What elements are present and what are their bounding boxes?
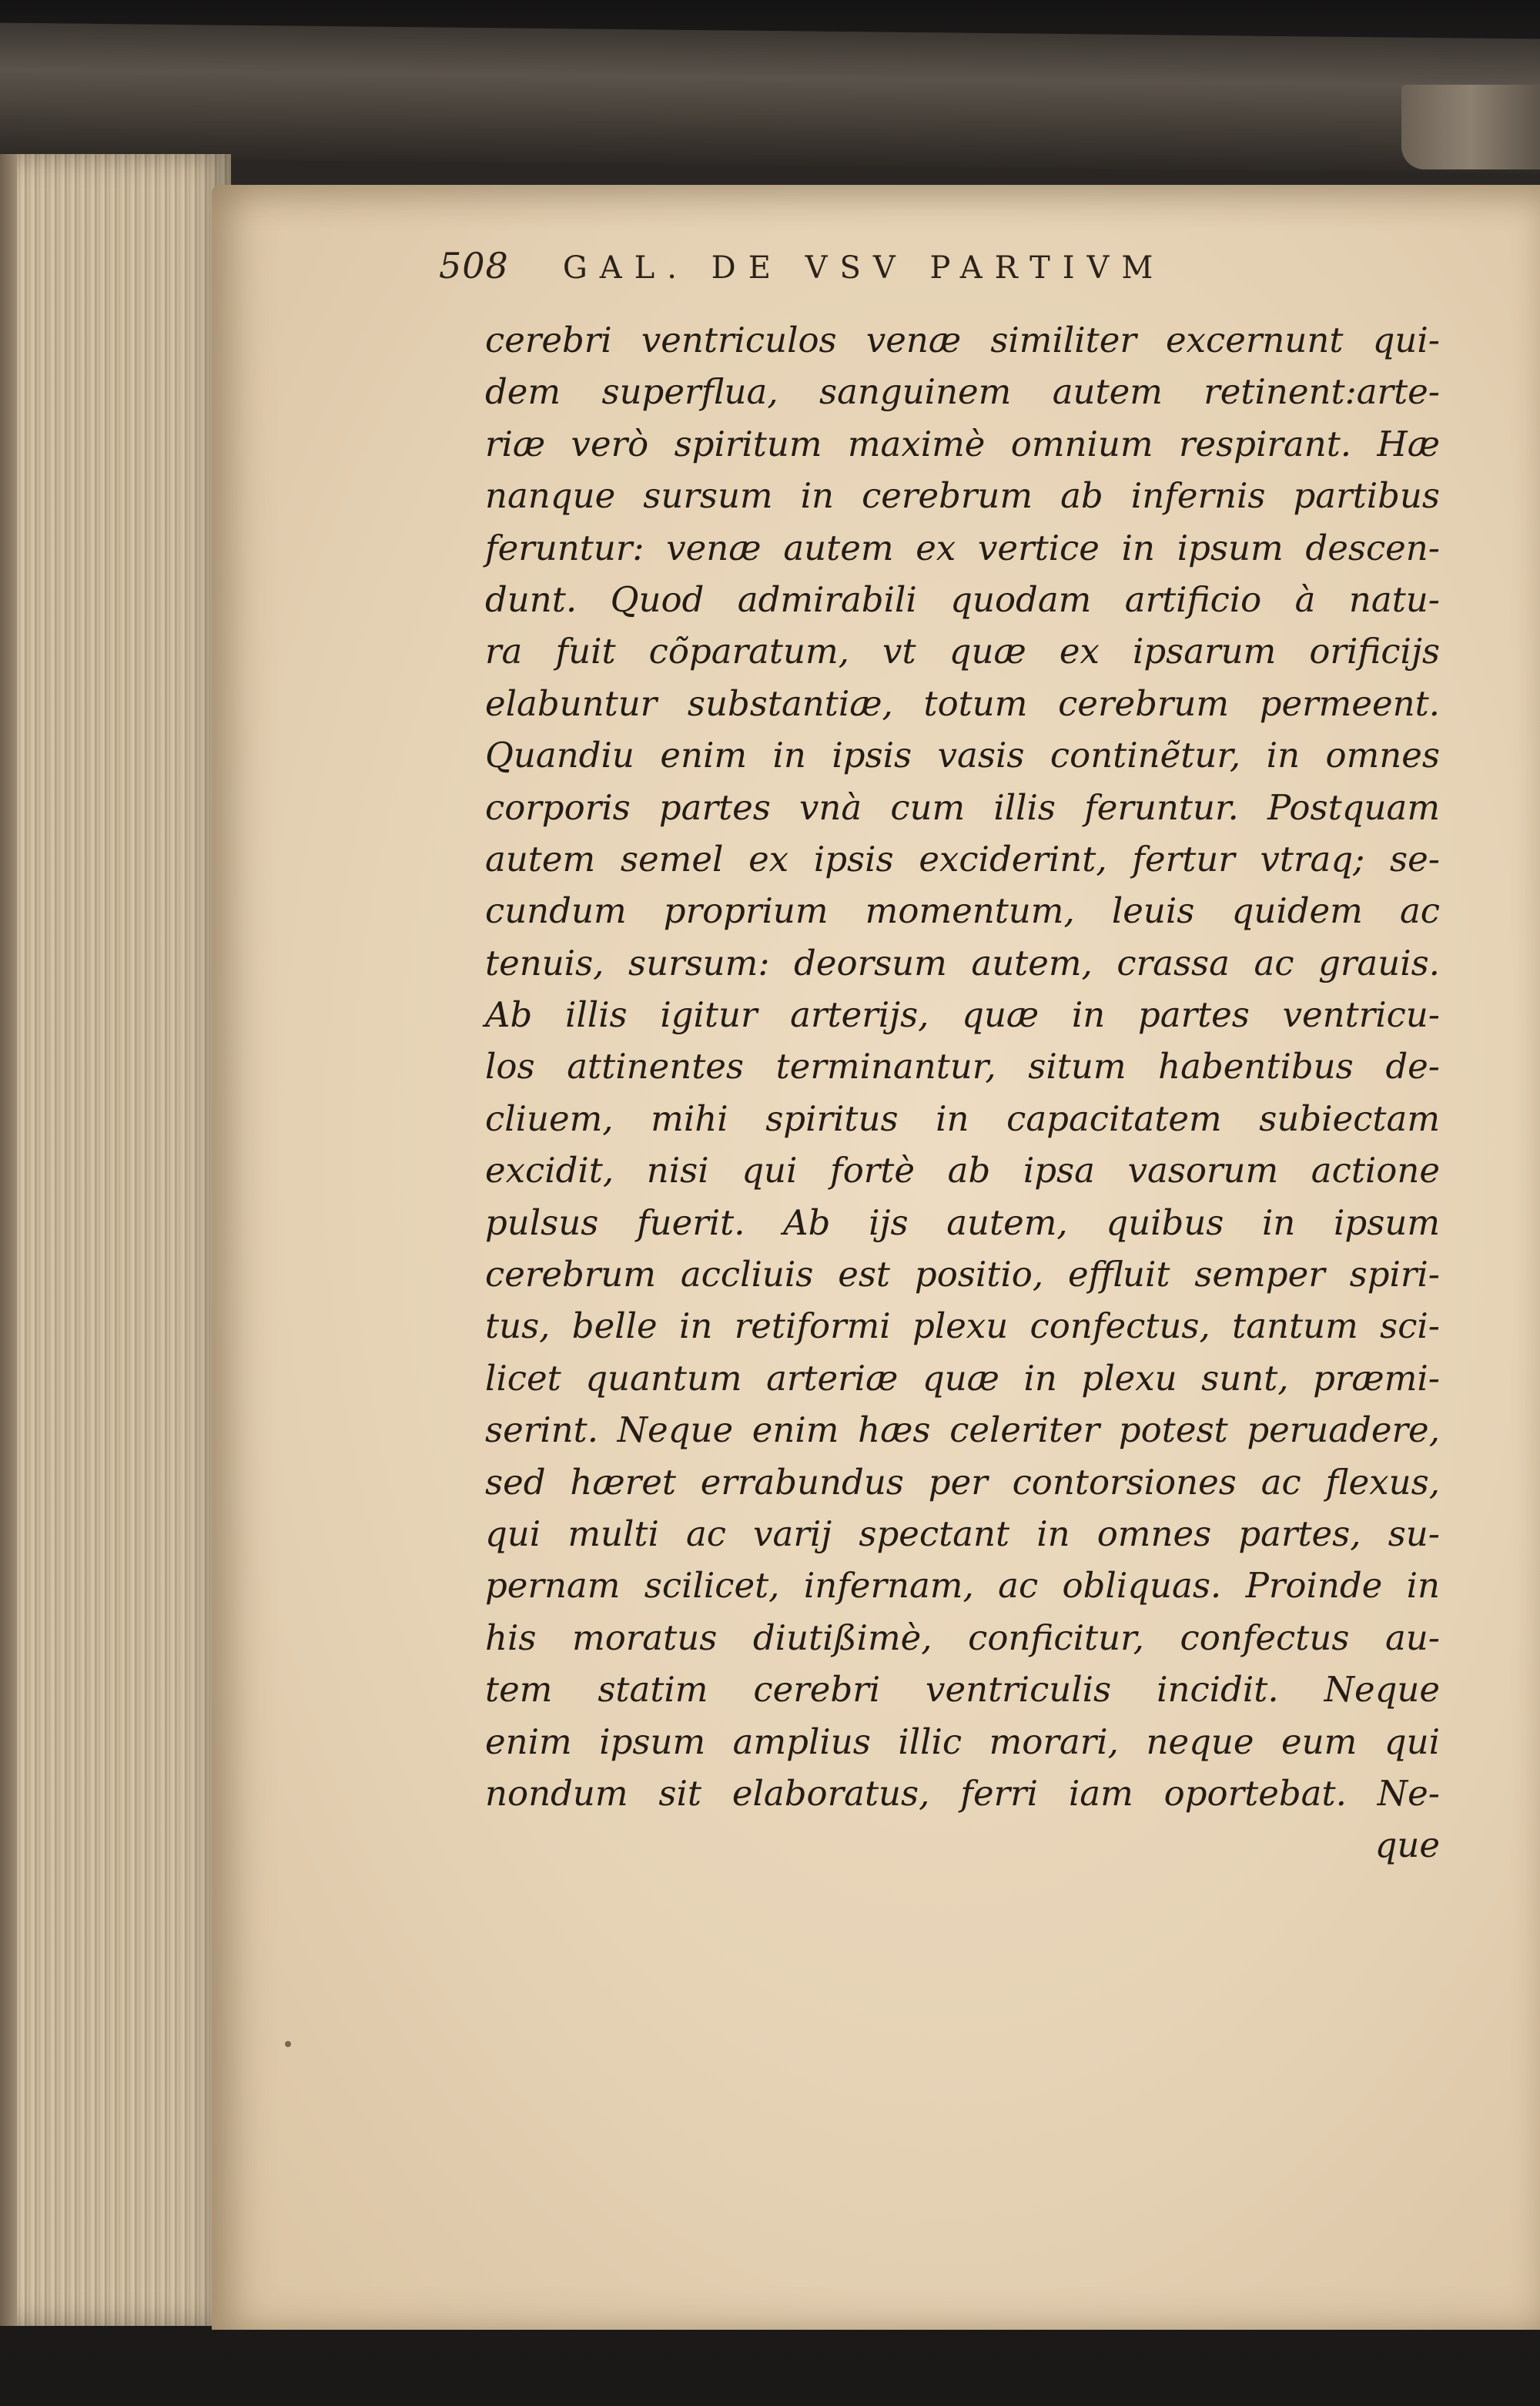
text-line: nanque sursum in cerebrum ab infernis partibus xyxy=(485,475,1440,517)
text-line: los attinentes terminantur, situm habentibus de- xyxy=(485,1046,1440,1087)
text-line: enim ipsum amplius illic morari, neque eum qui xyxy=(485,1721,1440,1762)
text-line: tem statim cerebri ventriculis incidit. Neque xyxy=(485,1669,1440,1711)
text-line: corporis partes vnà cum illis feruntur. Postquam xyxy=(485,786,1440,828)
text-line: excidit, nisi qui fortè ab ipsa vasorum actione xyxy=(485,1150,1440,1191)
text-line: feruntur: venæ autem ex vertice in ipsum descen- xyxy=(485,527,1440,568)
page-number: 508 xyxy=(439,245,509,287)
text-line: nondum sit elaboratus, ferri iam oportebat. Ne- xyxy=(485,1772,1440,1814)
text-line: licet quantum arteriæ quæ in plexu sunt, præmi- xyxy=(485,1357,1440,1399)
catchword: que xyxy=(1374,1825,1440,1866)
book-cover-top xyxy=(0,23,1540,174)
text-line: dunt. Quod admirabili quodam artificio à natu- xyxy=(485,578,1440,620)
book-cover-corner xyxy=(1401,85,1540,169)
text-line: pulsus fuerit. Ab ijs autem, quibus in ipsum xyxy=(485,1201,1440,1243)
text-line: dem superflua, sanguinem autem retinent:arte- xyxy=(485,371,1440,413)
text-line: Quandiu enim in ipsis vasis continẽtur, in omnes xyxy=(485,735,1440,776)
page-header xyxy=(439,245,1332,287)
ink-spot xyxy=(285,2041,291,2047)
text-line: elabuntur substantiæ, totum cerebrum permeent. xyxy=(485,682,1440,724)
text-line: cliuem, mihi spiritus in capacitatem subiectam xyxy=(485,1097,1440,1139)
text-line: autem semel ex ipsis exciderint, fertur vtraq; se- xyxy=(485,838,1440,880)
text-line: ra fuit cõparatum, vt quæ ex ipsarum orificijs xyxy=(485,631,1440,672)
text-line: cerebrum accliuis est positio, effluit semper spiri- xyxy=(485,1254,1440,1295)
text-line: cerebri ventriculos venæ similiter excernunt qui- xyxy=(485,320,1440,360)
text-line: serint. Neque enim hæs celeriter potest peruadere, xyxy=(485,1409,1440,1451)
page-edges xyxy=(0,154,231,2326)
text-line: pernam scilicet, infernam, ac obliquas. Proinde in xyxy=(485,1565,1440,1607)
text-line: cundum proprium momentum, leuis quidem ac xyxy=(485,890,1440,932)
text-line: sed hæret errabundus per contorsiones ac flexus, xyxy=(485,1461,1440,1503)
text-line: his moratus diutißimè, conficitur, confectus au- xyxy=(485,1617,1440,1658)
body-text xyxy=(485,314,1440,1872)
running-title: GAL. DE VSV PARTIVM xyxy=(562,250,1166,286)
text-line: tenuis, sursum: deorsum autem, crassa ac grauis. xyxy=(485,942,1440,984)
text-line: Ab illis igitur arterijs, quæ in partes ventricu- xyxy=(485,994,1440,1036)
text-line: tus, belle in retiformi plexu confectus, tantum sci- xyxy=(485,1305,1440,1347)
text-line: riæ verò spiritum maximè omnium respirant. Hæ xyxy=(485,423,1440,464)
text-line: qui multi ac varij spectant in omnes partes, su- xyxy=(485,1513,1440,1554)
